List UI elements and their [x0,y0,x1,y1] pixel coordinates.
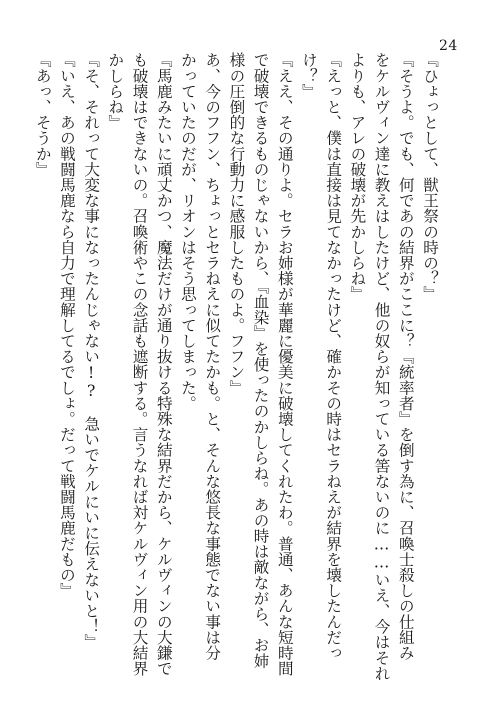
text-line: あ、今のフフン、ちょっとセラねえに似てたかも。と、そんな悠長な事態でない事は分 [203,52,222,661]
page-number: 24 [439,38,458,54]
text-line: 様の圧倒的な行動力に感服したものよ。フフン』 [227,52,246,396]
text-line: 『あっ、そうか』 [33,52,52,177]
text-line: 『そ、それって大変な事になったんじゃない!? 急いでケルにいに伝えないと！』 [82,52,101,650]
text-line: 『いえ、あの戦闘馬鹿なら自力で理解してるでしょ。だって戦闘馬鹿だもの』 [57,52,76,598]
text-line: 『えっと、僕は直接は見てなかったけど、確かその時はセラねえが結界を壊したんだっ [324,52,343,661]
text-line: をケルヴィン達に教えはしたけど、他の奴らが知っている筈ないのに……いえ、今はそれ [372,52,391,681]
novel-text-column-block [31,52,442,681]
text-line: かっていたのだが、リオンはそう思ってしまった。 [178,52,197,411]
text-line: 『馬鹿みたいに頑丈かつ、魔法だけが通り抜ける特殊な結界だから、ケルヴィンの大鎌で [154,52,173,676]
text-line: で破壊できるものじゃないから、『血染』を使ったのかしらね。あの時は敵ながら、お姉 [251,52,270,669]
text-line: よりも、アレの破壊が先かしらね』 [348,52,367,302]
text-line: け？』 [299,52,318,99]
text-line: 『ひょっとして、獣王祭の時の？』 [421,52,439,302]
text-line: も破壊はできないの。召喚術やこの念話も遮断する。言うなれば対ケルヴィン用の大結界 [130,52,149,676]
text-line: かしらね』 [106,52,125,130]
text-line: 『ええ、その通りよ。セラお姉様が華麗に優美に破壊してくれたわ。普通、あんな短時間 [275,52,294,676]
text-line: 『そうよ。でも、何であの結界がここに？『統率者』を倒す為に、召喚士殺しの仕組み [396,52,415,661]
